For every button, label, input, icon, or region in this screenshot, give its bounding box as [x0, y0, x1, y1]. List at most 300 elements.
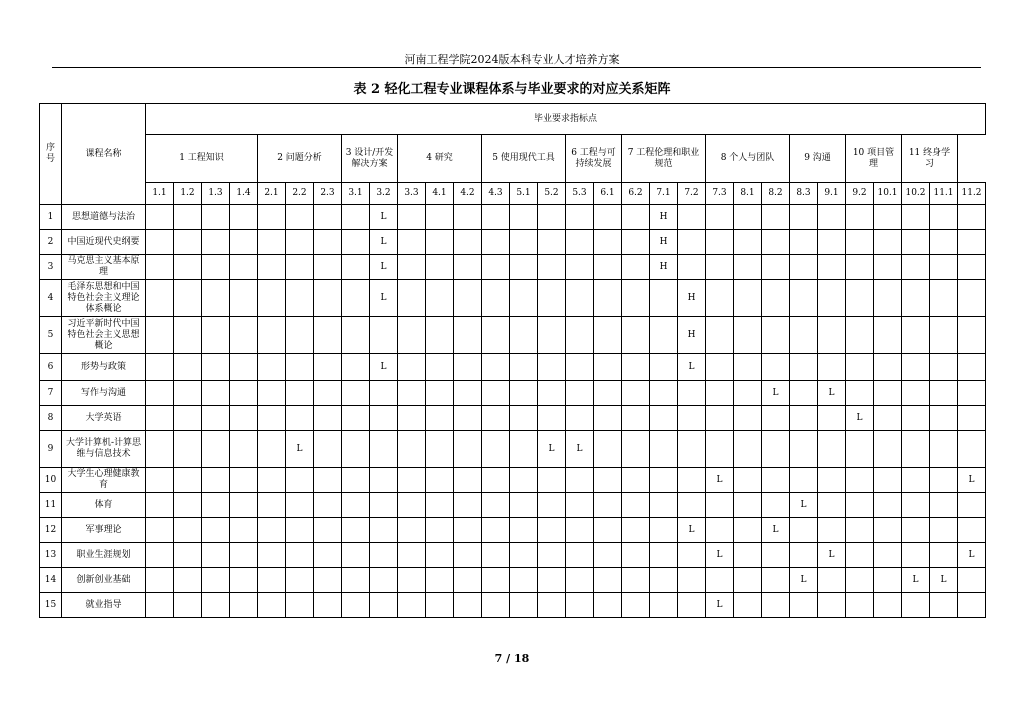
matrix-cell [958, 255, 986, 280]
matrix-cell [678, 230, 706, 255]
matrix-cell [874, 205, 902, 230]
matrix-cell: L [818, 543, 846, 568]
matrix-cell: L [370, 354, 398, 381]
matrix-cell [314, 568, 342, 593]
matrix-cell [790, 317, 818, 354]
matrix-cell [174, 354, 202, 381]
matrix-cell [762, 406, 790, 431]
row-course-name: 形势与政策 [62, 354, 146, 381]
matrix-cell [174, 518, 202, 543]
matrix-cell [510, 280, 538, 317]
matrix-cell: L [790, 568, 818, 593]
matrix-cell [146, 354, 174, 381]
matrix-cell [482, 381, 510, 406]
row-course-name: 习近平新时代中国特色社会主义思想概论 [62, 317, 146, 354]
matrix-cell [146, 255, 174, 280]
matrix-cell [818, 468, 846, 493]
matrix-cell [706, 205, 734, 230]
matrix-cell [846, 230, 874, 255]
matrix-cell [370, 317, 398, 354]
header-indicator: 7.3 [706, 183, 734, 205]
row-course-name: 就业指导 [62, 593, 146, 618]
header-indicator: 5.2 [538, 183, 566, 205]
matrix-cell [510, 317, 538, 354]
matrix-cell [846, 593, 874, 618]
row-seq: 2 [40, 230, 62, 255]
matrix-cell [846, 543, 874, 568]
matrix-cell [370, 518, 398, 543]
matrix-cell [594, 593, 622, 618]
matrix-cell [930, 230, 958, 255]
matrix-cell [398, 543, 426, 568]
matrix-cell [314, 406, 342, 431]
header-group: 10 项目管理 [846, 135, 902, 183]
matrix-cell [258, 568, 286, 593]
matrix-cell [258, 317, 286, 354]
matrix-cell [174, 317, 202, 354]
header-indicator: 8.3 [790, 183, 818, 205]
row-seq: 14 [40, 568, 62, 593]
header-group: 5 使用现代工具 [482, 135, 566, 183]
header-group: 8 个人与团队 [706, 135, 790, 183]
matrix-cell [482, 317, 510, 354]
matrix-cell [958, 205, 986, 230]
header-indicator: 11.1 [930, 183, 958, 205]
matrix-cell [454, 518, 482, 543]
matrix-cell [538, 230, 566, 255]
matrix-cell [482, 568, 510, 593]
matrix-cell [258, 493, 286, 518]
matrix-cell [398, 381, 426, 406]
matrix-cell [734, 406, 762, 431]
matrix-cell: L [706, 468, 734, 493]
matrix-cell [594, 354, 622, 381]
matrix-cell [202, 543, 230, 568]
matrix-cell [258, 255, 286, 280]
matrix-cell [398, 205, 426, 230]
matrix-cell [902, 317, 930, 354]
matrix-cell [286, 205, 314, 230]
header-indicator: 10.2 [902, 183, 930, 205]
matrix-cell [426, 205, 454, 230]
matrix-cell [370, 468, 398, 493]
matrix-cell [510, 406, 538, 431]
matrix-cell [258, 381, 286, 406]
matrix-cell [510, 518, 538, 543]
row-seq: 13 [40, 543, 62, 568]
matrix-cell [874, 255, 902, 280]
matrix-cell [426, 518, 454, 543]
matrix-cell [510, 431, 538, 468]
matrix-cell [202, 593, 230, 618]
matrix-cell [846, 381, 874, 406]
header-indicator: 3.1 [342, 183, 370, 205]
matrix-cell [174, 431, 202, 468]
matrix-cell [762, 493, 790, 518]
matrix-cell [538, 280, 566, 317]
matrix-cell [930, 518, 958, 543]
matrix-cell [398, 493, 426, 518]
matrix-cell [342, 354, 370, 381]
matrix-cell [258, 406, 286, 431]
matrix-cell [286, 317, 314, 354]
matrix-cell [734, 317, 762, 354]
matrix-cell [622, 354, 650, 381]
matrix-cell [342, 568, 370, 593]
matrix-cell [594, 543, 622, 568]
matrix-cell [762, 468, 790, 493]
row-seq: 4 [40, 280, 62, 317]
matrix-cell [650, 354, 678, 381]
matrix-cell [398, 354, 426, 381]
matrix-cell [510, 468, 538, 493]
row-seq: 1 [40, 205, 62, 230]
matrix-cell [734, 230, 762, 255]
matrix-cell [454, 468, 482, 493]
matrix-cell [398, 230, 426, 255]
matrix-cell [930, 468, 958, 493]
matrix-cell [762, 230, 790, 255]
matrix-cell: L [538, 431, 566, 468]
matrix-cell [398, 317, 426, 354]
header-indicator: 11.2 [958, 183, 986, 205]
matrix-cell [678, 406, 706, 431]
matrix-cell [258, 205, 286, 230]
matrix-cell [622, 543, 650, 568]
matrix-cell [874, 543, 902, 568]
matrix-cell [902, 518, 930, 543]
header-indicator: 2.2 [286, 183, 314, 205]
matrix-cell [482, 468, 510, 493]
matrix-cell [454, 493, 482, 518]
matrix-cell [230, 518, 258, 543]
header-indicator: 9.1 [818, 183, 846, 205]
matrix-cell [202, 255, 230, 280]
matrix-cell [678, 205, 706, 230]
matrix-cell [930, 543, 958, 568]
matrix-cell [454, 317, 482, 354]
matrix-cell [566, 205, 594, 230]
matrix-cell [454, 205, 482, 230]
matrix-cell [930, 280, 958, 317]
matrix-cell [902, 468, 930, 493]
matrix-cell [566, 317, 594, 354]
matrix-cell [762, 205, 790, 230]
matrix-cell [874, 518, 902, 543]
matrix-cell [678, 543, 706, 568]
matrix-cell [174, 255, 202, 280]
table-row [40, 406, 986, 431]
matrix-cell [902, 381, 930, 406]
matrix-cell [594, 468, 622, 493]
matrix-cell [454, 280, 482, 317]
matrix-cell [146, 406, 174, 431]
matrix-cell [398, 255, 426, 280]
matrix-cell [594, 518, 622, 543]
matrix-cell [762, 354, 790, 381]
matrix-cell [902, 431, 930, 468]
matrix-cell [538, 518, 566, 543]
row-course-name: 大学英语 [62, 406, 146, 431]
matrix-cell [202, 468, 230, 493]
matrix-cell [230, 493, 258, 518]
table-row [40, 381, 986, 406]
matrix-cell [846, 493, 874, 518]
matrix-cell: L [706, 543, 734, 568]
table-row [40, 431, 986, 468]
header-indicator: 2.1 [258, 183, 286, 205]
matrix-cell [314, 543, 342, 568]
matrix-cell [342, 543, 370, 568]
matrix-cell: L [370, 205, 398, 230]
table-row [40, 280, 986, 317]
matrix-cell [314, 468, 342, 493]
matrix-cell [958, 406, 986, 431]
matrix-cell [734, 543, 762, 568]
matrix-cell [510, 543, 538, 568]
matrix-cell [230, 468, 258, 493]
matrix-cell: L [762, 518, 790, 543]
matrix-cell [426, 493, 454, 518]
matrix-cell [846, 518, 874, 543]
matrix-cell [650, 381, 678, 406]
matrix-cell [566, 230, 594, 255]
matrix-cell [286, 568, 314, 593]
matrix-cell [818, 354, 846, 381]
matrix-cell [174, 280, 202, 317]
matrix-cell [146, 205, 174, 230]
matrix-cell [706, 518, 734, 543]
matrix-cell: L [370, 230, 398, 255]
table-row [40, 593, 986, 618]
page-number [0, 652, 1024, 665]
header-indicator: 1.1 [146, 183, 174, 205]
matrix-cell [482, 493, 510, 518]
matrix-cell [650, 493, 678, 518]
header-indicator: 5.1 [510, 183, 538, 205]
matrix-cell [342, 593, 370, 618]
page-total: 18 [514, 652, 530, 665]
matrix-cell [146, 518, 174, 543]
matrix-cell [818, 593, 846, 618]
matrix-cell [454, 230, 482, 255]
matrix-cell [622, 317, 650, 354]
matrix-cell [258, 431, 286, 468]
header-indicator: 7.1 [650, 183, 678, 205]
matrix-cell [230, 205, 258, 230]
header-group: 2 问题分析 [258, 135, 342, 183]
matrix-cell [734, 431, 762, 468]
matrix-cell [594, 568, 622, 593]
matrix-cell [230, 593, 258, 618]
matrix-cell [874, 406, 902, 431]
matrix-cell [510, 493, 538, 518]
matrix-cell [538, 255, 566, 280]
matrix-cell [734, 493, 762, 518]
matrix-cell [482, 255, 510, 280]
matrix-cell [482, 230, 510, 255]
matrix-cell [286, 593, 314, 618]
matrix-cell [930, 593, 958, 618]
matrix-cell [930, 381, 958, 406]
matrix-cell [790, 354, 818, 381]
matrix-cell [706, 317, 734, 354]
header-group: 6 工程与可持续发展 [566, 135, 622, 183]
matrix-cell [902, 354, 930, 381]
matrix-cell [958, 280, 986, 317]
matrix-cell [398, 568, 426, 593]
row-seq: 12 [40, 518, 62, 543]
header-group: 11 终身学习 [902, 135, 958, 183]
matrix-cell [426, 431, 454, 468]
matrix-cell [902, 255, 930, 280]
matrix-cell [174, 543, 202, 568]
matrix-cell [370, 568, 398, 593]
matrix-cell [734, 593, 762, 618]
matrix-cell [734, 468, 762, 493]
matrix-cell [706, 493, 734, 518]
matrix-cell [454, 406, 482, 431]
matrix-cell [566, 381, 594, 406]
matrix-cell [930, 406, 958, 431]
matrix-cell [734, 255, 762, 280]
matrix-cell: L [930, 568, 958, 593]
matrix-cell [566, 493, 594, 518]
header-group: 3 设计/开发解决方案 [342, 135, 398, 183]
matrix-cell [454, 543, 482, 568]
matrix-cell [538, 406, 566, 431]
matrix-cell [958, 431, 986, 468]
matrix-cell [426, 593, 454, 618]
matrix-cell [314, 493, 342, 518]
matrix-cell [566, 593, 594, 618]
matrix-cell [370, 406, 398, 431]
matrix-cell [370, 493, 398, 518]
matrix-cell [398, 406, 426, 431]
matrix-cell [342, 205, 370, 230]
matrix-cell [286, 255, 314, 280]
matrix-cell [874, 468, 902, 493]
matrix-cell [622, 468, 650, 493]
matrix-cell [146, 381, 174, 406]
matrix-cell [230, 255, 258, 280]
matrix-cell [174, 593, 202, 618]
matrix-cell [762, 593, 790, 618]
header-indicator: 7.2 [678, 183, 706, 205]
matrix-cell [790, 431, 818, 468]
matrix-cell [538, 468, 566, 493]
matrix-cell [958, 317, 986, 354]
matrix-cell [622, 568, 650, 593]
matrix-cell [874, 317, 902, 354]
matrix-cell [566, 568, 594, 593]
matrix-cell [650, 431, 678, 468]
header-requirement-points: 毕业要求指标点 [146, 104, 986, 135]
row-course-name: 职业生涯规划 [62, 543, 146, 568]
matrix-cell [230, 354, 258, 381]
matrix-cell: H [678, 280, 706, 317]
matrix-cell [930, 205, 958, 230]
matrix-cell [706, 230, 734, 255]
matrix-cell [594, 406, 622, 431]
header-indicator: 1.2 [174, 183, 202, 205]
matrix-cell [202, 518, 230, 543]
row-course-name: 体育 [62, 493, 146, 518]
matrix-cell [622, 205, 650, 230]
matrix-cell [202, 354, 230, 381]
header-indicator: 5.3 [566, 183, 594, 205]
table-row [40, 543, 986, 568]
matrix-cell [426, 543, 454, 568]
matrix-cell [818, 317, 846, 354]
matrix-cell [342, 230, 370, 255]
header-group: 7 工程伦理和职业规范 [622, 135, 706, 183]
matrix-cell [342, 493, 370, 518]
matrix-cell [790, 230, 818, 255]
matrix-cell [426, 468, 454, 493]
matrix-cell [930, 354, 958, 381]
page-current: 7 [494, 652, 503, 665]
matrix-cell [370, 543, 398, 568]
row-seq: 5 [40, 317, 62, 354]
matrix-cell [202, 568, 230, 593]
matrix-cell [482, 280, 510, 317]
matrix-cell [426, 255, 454, 280]
matrix-cell [846, 280, 874, 317]
matrix-cell [846, 431, 874, 468]
matrix-cell [678, 468, 706, 493]
matrix-cell [706, 568, 734, 593]
matrix-cell [790, 406, 818, 431]
matrix-cell [958, 354, 986, 381]
matrix-cell [874, 381, 902, 406]
matrix-cell [482, 406, 510, 431]
matrix-cell [818, 230, 846, 255]
matrix-cell [650, 518, 678, 543]
matrix-cell [678, 255, 706, 280]
header-course-name: 课程名称 [62, 104, 146, 205]
matrix-cell [790, 468, 818, 493]
table-row [40, 518, 986, 543]
matrix-cell [482, 354, 510, 381]
page-header: 河南工程学院2024版本科专业人才培养方案 [404, 53, 620, 66]
matrix-cell [678, 593, 706, 618]
matrix-cell [174, 406, 202, 431]
header-group: 1 工程知识 [146, 135, 258, 183]
header-indicator: 10.1 [874, 183, 902, 205]
matrix-cell [902, 406, 930, 431]
header-indicator: 4.2 [454, 183, 482, 205]
matrix-cell [762, 317, 790, 354]
matrix-cell [706, 280, 734, 317]
row-course-name: 中国近现代史纲要 [62, 230, 146, 255]
matrix-cell [202, 381, 230, 406]
matrix-cell [146, 317, 174, 354]
matrix-cell [846, 568, 874, 593]
matrix-cell [790, 280, 818, 317]
matrix-cell [286, 518, 314, 543]
header-indicator: 4.3 [482, 183, 510, 205]
matrix-cell [874, 568, 902, 593]
matrix-cell [174, 568, 202, 593]
matrix-cell [202, 431, 230, 468]
matrix-cell [650, 568, 678, 593]
matrix-cell [846, 354, 874, 381]
matrix-cell [538, 543, 566, 568]
page-separator: / [506, 652, 511, 665]
table-row [40, 493, 986, 518]
matrix-cell [426, 230, 454, 255]
